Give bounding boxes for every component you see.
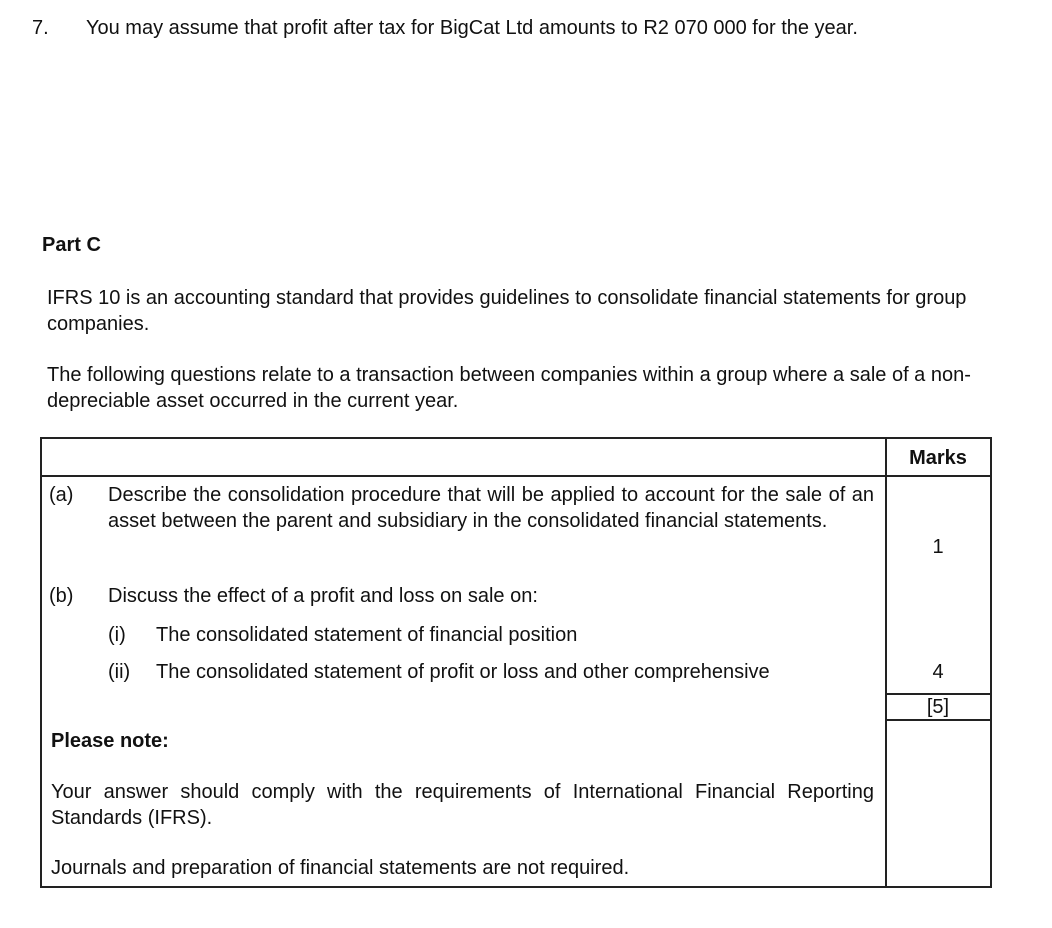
question-a-label: (a) — [49, 484, 74, 506]
total-marks: [5] — [926, 696, 950, 718]
intro-paragraph: IFRS 10 is an accounting standard that provides guidelines to consolidate financial statements for group companies. — [47, 287, 967, 335]
question-b-text: Discuss the effect of a profit and loss on sale on: — [108, 585, 538, 607]
note-ifrs: Your answer should comply with the requirements of International Financial Reporting Standards (IFRS). — [51, 781, 874, 829]
note-title: Please note: — [51, 730, 169, 752]
marks-header: Marks — [909, 447, 967, 469]
part-title: Part C — [42, 234, 101, 256]
note-journals: Journals and preparation of financial statements are not required. — [51, 857, 630, 879]
question-a-marks: 1 — [932, 536, 944, 558]
header-divider — [40, 475, 992, 477]
table-border-top — [40, 437, 992, 439]
sub-question-i-label: (i) — [108, 624, 126, 646]
sub-question-i-text: The consolidated statement of financial position — [156, 624, 578, 646]
question-b-label: (b) — [49, 585, 74, 607]
sub-question-ii-label: (ii) — [108, 661, 131, 683]
context-paragraph: The following questions relate to a transaction between companies within a group where a sale of a non-depreciable asset occurred in the current year. — [47, 364, 971, 412]
assumption-text: You may assume that profit after tax for BigCat Ltd amounts to R2 070 000 for the year. — [86, 17, 858, 39]
question-b-marks: 4 — [932, 661, 944, 683]
table-border-right — [990, 437, 992, 887]
table-border-bottom — [40, 886, 992, 888]
question-a-text: Describe the consolidation procedure that will be applied to account for the sale of an asset between the parent and subsidiary in the consolidated financial statements. — [108, 484, 874, 532]
question-table — [40, 437, 992, 887]
table-border-left — [40, 437, 42, 887]
sub-question-ii-text: The consolidated statement of profit or loss and other comprehensive — [156, 661, 770, 683]
item-number: 7. — [32, 17, 49, 39]
